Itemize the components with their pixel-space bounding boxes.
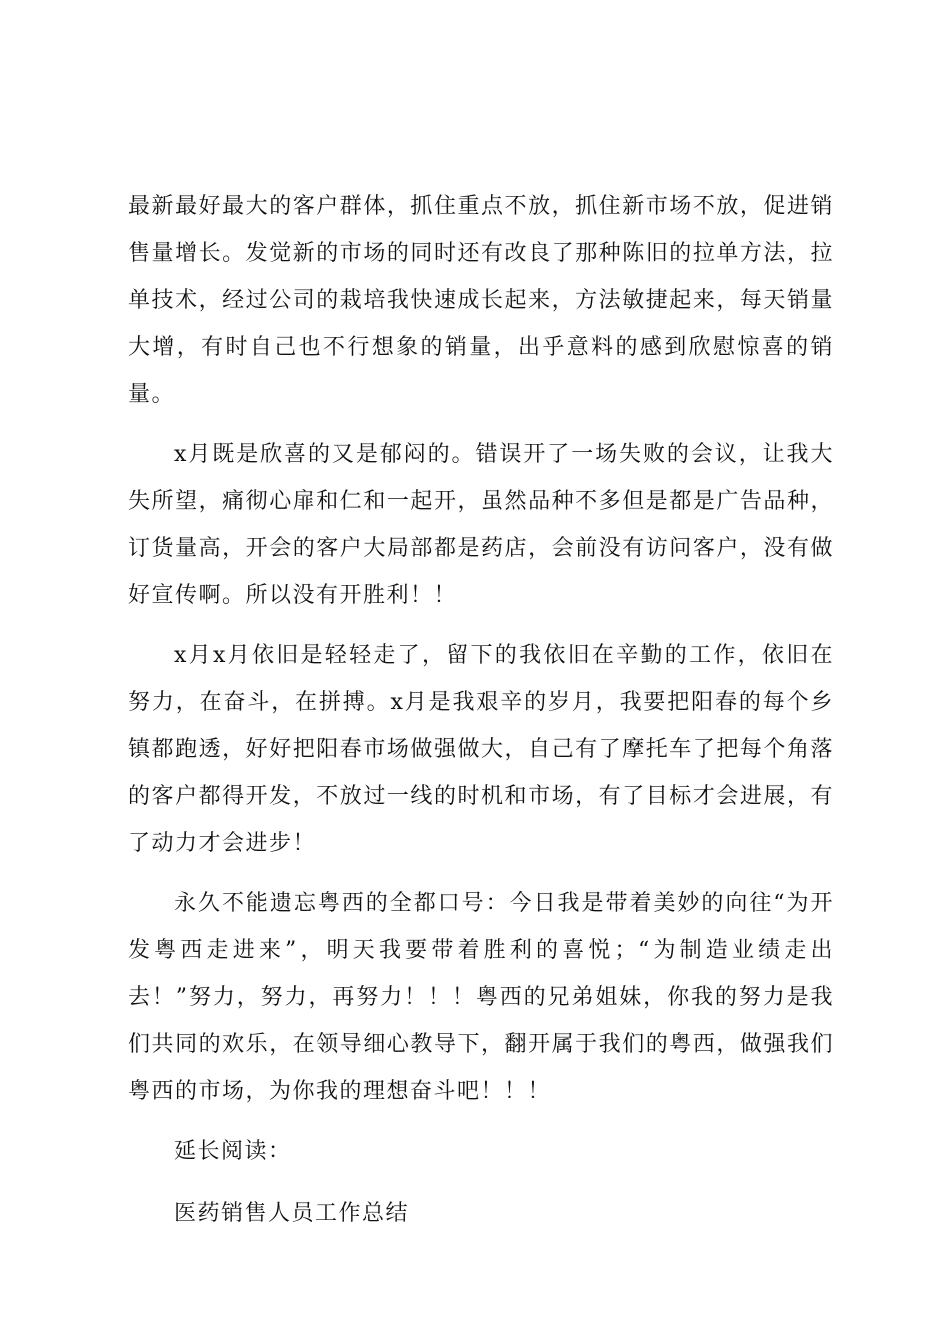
paragraph-continuation: 最新最好最大的客户群体，抓住重点不放，抓住新市场不放，促进销售量增长。发觉新的市场的同时还有改良了那种陈旧的拉单方法，拉单技术，经过公司的栽培我快速成长起来，方法敏捷起来，每天销量大增，有时自己也不行想象的销量，出乎意料的感到欣慰惊喜的销量。 [128, 194, 834, 407]
paragraph-yuexi-slogan: 永久不能遗忘粤西的全都口号：今日我是带着美妙的向往“为开发粤西走进来”，明天我要带着胜利的喜悦；“为制造业绩走出去！”努力，努力，再努力！！！粤西的兄弟姐妹，你我的努力是我们共同的欢乐，在领导细心教导下，翻开属于我们的粤西，做强我们粤西的市场，为你我的理想奋斗吧！！！ [128, 891, 834, 1104]
further-reading-label: 延长阅读： [174, 1139, 292, 1164]
further-reading-title: 医药销售人员工作总结 [174, 1201, 410, 1226]
paragraph-yangchun-market: x月x月依旧是轻轻走了，留下的我依旧在辛勤的工作，依旧在努力，在奋斗，在拼搏。x月是我艰辛的岁月，我要把阳春的每个乡镇都跑透，好好把阳春市场做强做大，自己有了摩托车了把每个角落的客户都得开发，不放过一线的时机和市场，有了目标才会进展，有了动力才会进步！ [128, 643, 834, 856]
paragraph-month-meeting: x月既是欣喜的又是郁闷的。错误开了一场失败的会议，让我大失所望，痛彻心扉和仁和一起开，虽然品种不多但是都是广告品种，订货量高，开会的客户大局部都是药店，会前没有访问客户，没有做好宣传啊。所以没有开胜利！！ [128, 442, 834, 608]
document-body [128, 183, 834, 1252]
